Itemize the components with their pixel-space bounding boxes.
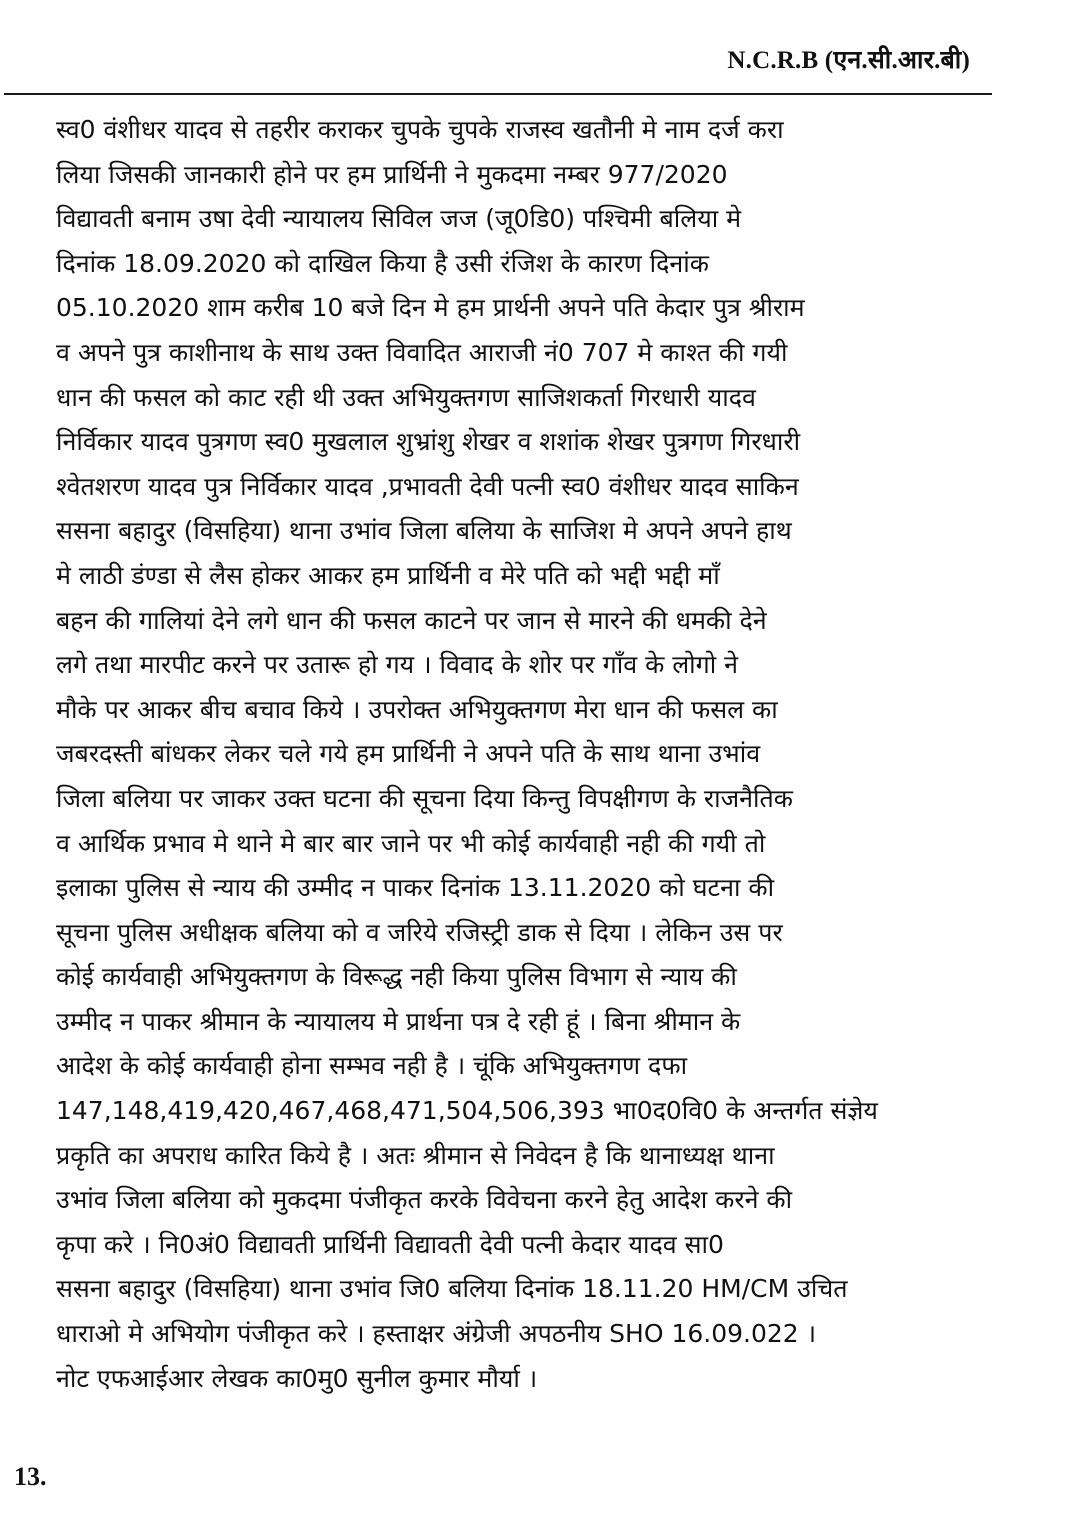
body-line: लगे तथा मारपीट करने पर उतारू हो गय । विवाद के शोर पर गाँव के लोगो ने: [56, 650, 739, 680]
body-line: नोट एफआईआर लेखक का0मु0 सुनील कुमार मौर्या ।: [56, 1363, 538, 1393]
body-line: व अपने पुत्र काशीनाथ के साथ उक्त विवादित आराजी नं0 707 मे काश्त की गयी: [56, 337, 788, 367]
body-line: लिया जिसकी जानकारी होने पर हम प्रार्थिनी ने मुकदमा नम्बर 977/2020: [56, 159, 728, 189]
body-line: उम्मीद न पाकर श्रीमान के न्यायालय मे प्रार्थना पत्र दे रही हूं । बिना श्रीमान के: [56, 1006, 741, 1036]
document-body: [56, 108, 986, 1401]
body-line: 147,148,419,420,467,468,471,504,506,393 भा0द0वि0 के अन्तर्गत संज्ञेय: [56, 1096, 878, 1126]
header-divider: [4, 93, 992, 95]
body-line: निर्विकार यादव पुत्रगण स्व0 मुखलाल शुभ्रांशु शेखर व शशांक शेखर पुत्रगण गिरधारी: [56, 427, 801, 457]
body-line: श्वेतशरण यादव पुत्र निर्विकार यादव ,प्रभावती देवी पत्नी स्व0 वंशीधर यादव साकिन: [56, 471, 799, 501]
body-line: मे लाठी डंण्डा से लैस होकर आकर हम प्रार्थिनी व मेरे पति को भद्दी भद्दी माँ: [56, 560, 720, 590]
body-line: ससना बहादुर (विसहिया) थाना उभांव जिला बलिया के साजिश मे अपने अपने हाथ: [56, 516, 792, 546]
body-line: धान की फसल को काट रही थी उक्त अभियुक्तगण साजिशकर्ता गिरधारी यादव: [56, 382, 756, 412]
body-line: मौके पर आकर बीच बचाव किये । उपरोक्त अभियुक्तगण मेरा धान की फसल का: [56, 694, 778, 724]
page-number: 13.: [14, 1462, 47, 1491]
page-header-title: N.C.R.B (एन.सी.आर.बी): [727, 47, 970, 74]
body-line: सूचना पुलिस अधीक्षक बलिया को व जरिये रजिस्ट्री डाक से दिया । लेकिन उस पर: [56, 917, 783, 947]
body-line: 05.10.2020 शाम करीब 10 बजे दिन मे हम प्रार्थनी अपने पति केदार पुत्र श्रीराम: [56, 293, 805, 323]
body-line: प्रकृति का अपराध कारित किये है । अतः श्रीमान से निवेदन है कि थानाध्यक्ष थाना: [56, 1140, 775, 1170]
body-line: दिनांक 18.09.2020 को दाखिल किया है उसी रंजिश के कारण दिनांक: [56, 248, 709, 278]
body-line: विद्यावती बनाम उषा देवी न्यायालय सिविल जज (जू0डि0) पश्चिमी बलिया मे: [56, 204, 742, 234]
body-line: जिला बलिया पर जाकर उक्त घटना की सूचना दिया किन्तु विपक्षीगण के राजनैतिक: [56, 783, 793, 813]
body-line: जबरदस्ती बांधकर लेकर चले गये हम प्रार्थिनी ने अपने पति के साथ थाना उभांव: [56, 739, 761, 769]
body-line: व आर्थिक प्रभाव मे थाने मे बार बार जाने पर भी कोई कार्यवाही नही की गयी तो: [56, 828, 766, 858]
body-line: बहन की गालियां देने लगे धान की फसल काटने पर जान से मारने की धमकी देने: [56, 605, 767, 635]
body-line: धाराओ मे अभियोग पंजीकृत करे । हस्ताक्षर अंग्रेजी अपठनीय SHO 16.09.022 ।: [56, 1319, 817, 1349]
body-line: ससना बहादुर (विसहिया) थाना उभांव जि0 बलिया दिनांक 18.11.20 HM/CM उचित: [56, 1274, 848, 1304]
body-line: इलाका पुलिस से न्याय की उम्मीद न पाकर दिनांक 13.11.2020 को घटना की: [56, 873, 775, 903]
body-line: उभांव जिला बलिया को मुकदमा पंजीकृत करके विवेचना करने हेतु आदेश करने की: [56, 1185, 793, 1215]
body-line: स्व0 वंशीधर यादव से तहरीर कराकर चुपके चुपके राजस्व खतौनी मे नाम दर्ज करा: [56, 115, 784, 144]
body-line: कृपा करे । नि0अं0 विद्यावती प्रार्थिनी विद्यावती देवी पत्नी केदार यादव सा0: [56, 1229, 724, 1259]
body-line: आदेश के कोई कार्यवाही होना सम्भव नही है । चूंकि अभियुक्तगण दफा: [56, 1051, 688, 1081]
body-line: कोई कार्यवाही अभियुक्तगण के विरूद्ध नही किया पुलिस विभाग से न्याय की: [56, 962, 737, 992]
